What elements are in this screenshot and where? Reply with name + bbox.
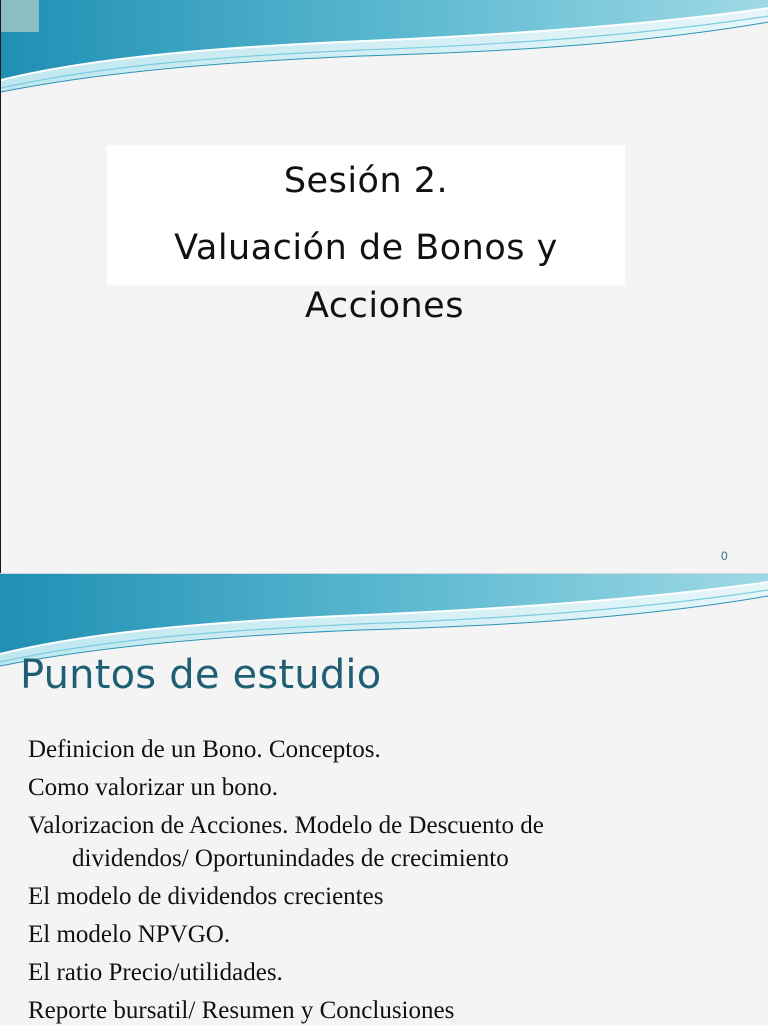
agenda-item bbox=[28, 994, 758, 1027]
agenda-item-text: Valorizacion de Acciones. Modelo de Descuento de bbox=[28, 812, 544, 839]
agenda-item-text: Definicion de un Bono. Conceptos. bbox=[28, 736, 381, 763]
agenda-item-text: El modelo NPVGO. bbox=[28, 921, 231, 948]
agenda-item-text: Reporte bursatil/ Resumen y Conclusiones bbox=[28, 997, 455, 1024]
slide-title-line-1: Sesión 2. bbox=[283, 161, 449, 201]
corner-square-icon bbox=[1, 0, 39, 32]
agenda-item-continuation: dividendos/ Oportunindades de crecimiento bbox=[72, 845, 509, 872]
agenda-item bbox=[28, 809, 758, 875]
agenda-item bbox=[28, 733, 758, 766]
ocean-wave-banner-icon bbox=[1, 0, 768, 95]
agenda-heading: Puntos de estudio bbox=[20, 652, 382, 698]
agenda-item bbox=[28, 880, 758, 913]
agenda-item bbox=[28, 771, 758, 804]
agenda-item-text: El modelo de dividendos crecientes bbox=[28, 883, 384, 910]
slide-title-line-3: Acciones bbox=[305, 286, 464, 326]
title-box bbox=[107, 145, 625, 285]
agenda-item-text: El ratio Precio/utilidades. bbox=[28, 959, 283, 986]
slide-number: 0 bbox=[721, 549, 728, 563]
slide-title-line-2: Valuación de Bonos y bbox=[174, 228, 558, 268]
agenda-item bbox=[28, 918, 758, 951]
agenda-list bbox=[28, 733, 758, 1032]
agenda-item bbox=[28, 956, 758, 989]
agenda-item-text: Como valorizar un bono. bbox=[28, 774, 278, 801]
